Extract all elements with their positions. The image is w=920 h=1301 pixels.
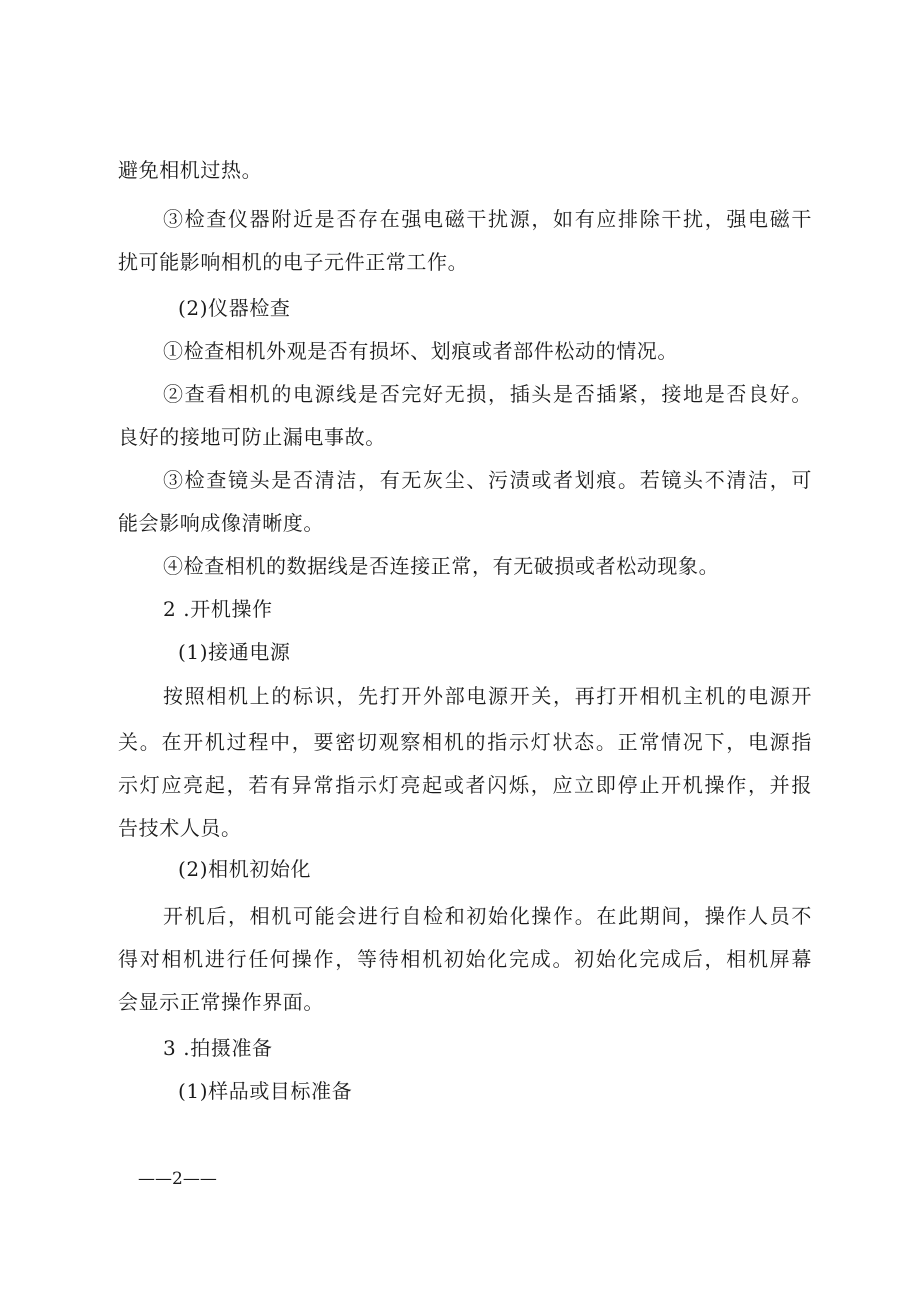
paragraph-line: 得对相机进行任何操作，等待相机初始化完成。初始化完成后，相机屏幕 xyxy=(118,947,812,971)
paragraph-line: 避免相机过热。 xyxy=(118,158,263,182)
paragraph-line: ④检查相机的数据线是否连接正常，有无破损或者松动现象。 xyxy=(163,554,720,578)
paragraph-line: 能会影响成像清晰度。 xyxy=(118,511,324,535)
paragraph-line: 示灯应亮起，若有异常指示灯亮起或者闪烁，应立即停止开机操作，并报 xyxy=(118,773,812,797)
subsection-heading: (2)相机初始化 xyxy=(178,857,312,881)
paragraph-line: ③检查仪器附近是否存在强电磁干扰源，如有应排除干扰，强电磁干 xyxy=(163,207,812,231)
paragraph-line: ③检查镜头是否清洁，有无灰尘、污渍或者划痕。若镜头不清洁，可 xyxy=(163,468,812,492)
paragraph-line: 扰可能影响相机的电子元件正常工作。 xyxy=(118,250,469,274)
paragraph-line: ②查看相机的电源线是否完好无损，插头是否插紧，接地是否良好。 xyxy=(163,382,812,406)
section-heading: 3 .拍摄准备 xyxy=(163,1036,273,1060)
subsection-heading: (1)接通电源 xyxy=(178,640,291,664)
paragraph-line: 关。在开机过程中，要密切观察相机的指示灯状态。正常情况下，电源指 xyxy=(118,730,812,754)
subsection-heading: (1)样品或目标准备 xyxy=(178,1079,353,1103)
paragraph-line: 会显示正常操作界面。 xyxy=(118,990,324,1014)
paragraph-line: 告技术人员。 xyxy=(118,816,242,840)
subsection-heading: (2)仪器检查 xyxy=(178,296,291,320)
paragraph-line: 按照相机上的标识，先打开外部电源开关，再打开相机主机的电源开 xyxy=(163,684,812,708)
paragraph-line: 良好的接地可防止漏电事故。 xyxy=(118,425,386,449)
section-heading: 2 .开机操作 xyxy=(163,597,273,621)
paragraph-line: ①检查相机外观是否有损坏、划痕或者部件松动的情况。 xyxy=(163,339,678,363)
paragraph-line: 开机后，相机可能会进行自检和初始化操作。在此期间，操作人员不 xyxy=(163,904,812,928)
page-number: ——2—— xyxy=(138,1169,217,1189)
